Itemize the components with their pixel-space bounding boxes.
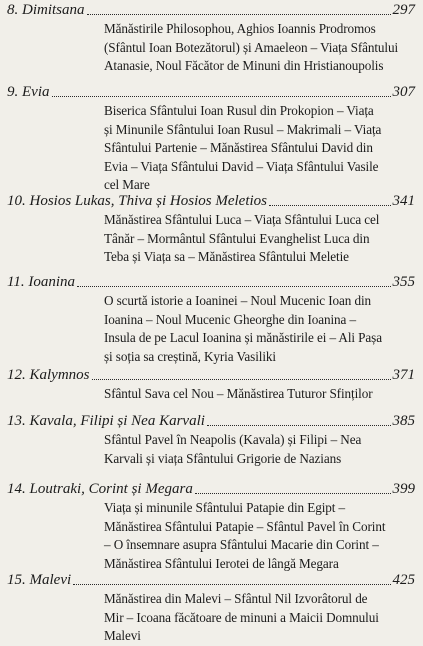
description-line: și Minunile Sfântului Ioan Rusul – Makrimali – Viața [104, 121, 382, 137]
description-line: Biserica Sfântului Ioan Rusul din Prokopion – Viața [104, 103, 374, 118]
dot-leader [195, 492, 391, 494]
description-line: și soția sa creștină, Kyria Vasiliki [104, 348, 276, 364]
entry-description [104, 385, 416, 404]
description-line: Mănăstirea Sfântului Ierotei de lângă Megara [104, 555, 339, 571]
description-line: Ioanina – Noul Mucenic Gheorghe din Ioanina – [104, 311, 356, 327]
entry-description [104, 499, 416, 573]
page-number: 307 [392, 84, 415, 100]
entry-heading [7, 571, 415, 589]
description-line: Teba și Viața sa – Mănăstirea Sfântului Meletie [104, 249, 349, 265]
entry-description [104, 20, 416, 76]
description-line: Insula de pe Lacul Ioanina și mănăstirile ei – Ali Pașa [104, 330, 382, 346]
description-line: Mănăstirea Sfântului Patapie – Sfântul Pavel în Corint [104, 518, 386, 534]
entry-description [104, 102, 416, 195]
page-number: 355 [392, 274, 415, 290]
entry-title: 14. Loutraki, Corint și Megara [7, 481, 193, 497]
description-line: Karvali și viața Sfântului Grigorie de Nazians [104, 450, 342, 466]
dot-leader [207, 424, 391, 426]
entry-description [104, 431, 416, 468]
page-number: 385 [392, 413, 415, 429]
entry-heading [7, 366, 415, 384]
entry-title: 11. Ioanina [7, 274, 76, 290]
page-number: 425 [392, 572, 415, 588]
dot-leader [73, 583, 390, 585]
description-line: cel Mare [104, 177, 150, 193]
dot-leader [52, 95, 391, 97]
description-line: Viața și minunile Sfântului Patapie din Egipt – [104, 500, 346, 515]
entry-title: 9. Evia [7, 84, 50, 100]
description-line: Atanasie, Noul Făcător de Minuni din Hristianoupolis [104, 58, 384, 74]
description-line: Sfântul Sava cel Nou – Mănăstirea Tuturor Sfinților [104, 386, 373, 401]
description-line: Sfântului Partenie – Mănăstirea Sfântului David din [104, 140, 373, 156]
entry-heading [7, 192, 415, 210]
entry-heading [7, 412, 415, 430]
description-line: Mănăstirea Sfântului Luca – Viața Sfântului Luca cel [104, 212, 380, 227]
entry-title: 13. Kavala, Filipi și Nea Karvali [7, 413, 205, 429]
description-line: Mir – Icoana făcătoare de minuni a Maicii Domnului [104, 609, 379, 625]
description-line: Sfântul Pavel în Neapolis (Kavala) și Filipi – Nea [104, 432, 362, 447]
page-number: 297 [392, 2, 415, 18]
page-number: 399 [392, 481, 415, 497]
entry-description [104, 292, 416, 366]
entry-heading [7, 83, 415, 101]
description-line: O scurtă istorie a Ioaninei – Noul Mucenic Ioan din [104, 293, 371, 308]
entry-title: 15. Malevi [7, 572, 72, 588]
description-line: Tânăr – Mormântul Sfântului Evanghelist Luca din [104, 230, 370, 246]
description-line: (Sfântul Ioan Botezătorul) și Amaeleon – Viața Sfântului [104, 39, 399, 55]
entry-title: 10. Hosios Lukas, Thiva și Hosios Meletios [7, 193, 268, 209]
dot-leader [87, 13, 391, 15]
dot-leader [77, 285, 390, 287]
entry-heading [7, 480, 415, 498]
description-line: Evia – Viața Sfântului David – Viața Sfântului Vasile [104, 158, 379, 174]
entry-description [104, 590, 416, 646]
description-line: Malevi [104, 628, 141, 644]
entry-description [104, 211, 416, 267]
description-line: Mănăstirea din Malevi – Sfântul Nil Izvorâtorul de [104, 591, 368, 606]
entry-title: 12. Kalymnos [7, 367, 90, 383]
description-line: – O însemnare asupra Sfântului Macarie din Corint – [104, 537, 379, 553]
page-number: 371 [392, 367, 415, 383]
description-line: Mănăstirile Philosophou, Aghios Ioannis Prodromos [104, 21, 376, 36]
entry-title: 8. Dimitsana [7, 2, 85, 18]
dot-leader [92, 378, 391, 380]
dot-leader [269, 204, 390, 206]
page-number: 341 [392, 193, 415, 209]
entry-heading [7, 1, 415, 19]
entry-heading [7, 273, 415, 291]
